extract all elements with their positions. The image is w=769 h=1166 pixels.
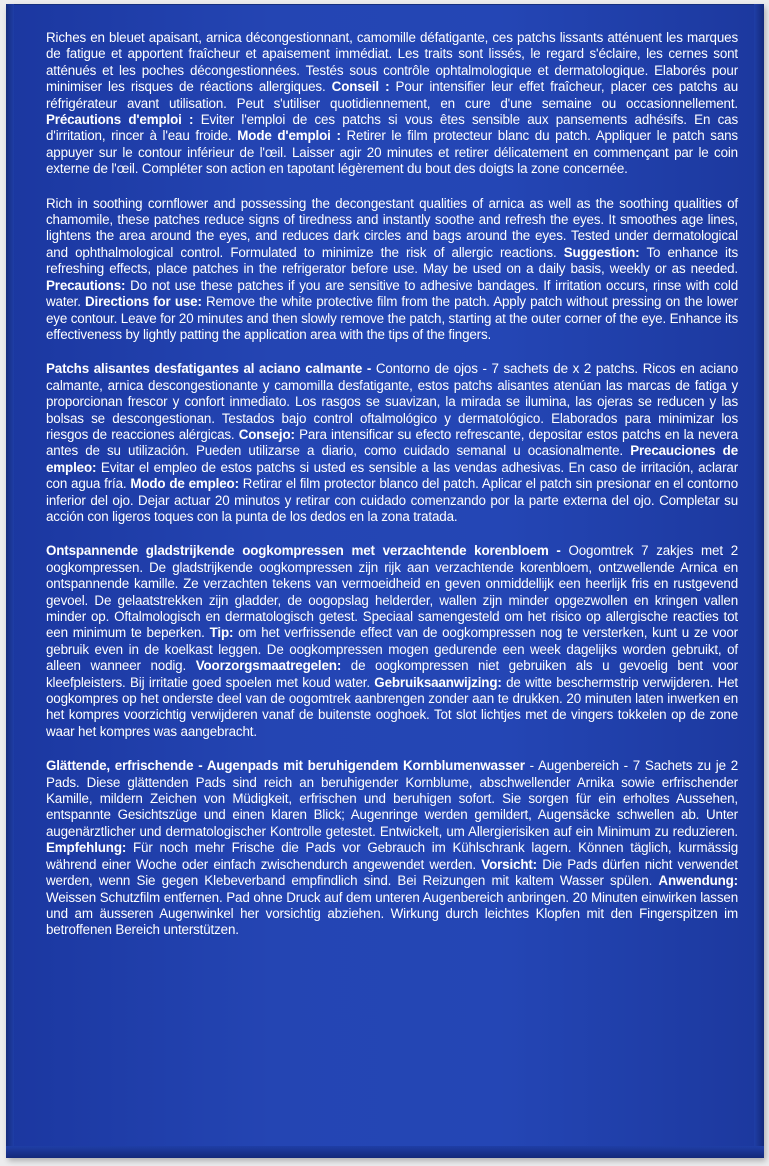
es-text-2: Para intensificar su efecto refrescante, depositar estos patchs en la nevera antes de su utilización. Pueden utilizarse a diario, como cuidado semanal u ocasionalmente. [46, 426, 739, 459]
paragraph-spanish [46, 361, 738, 525]
en-text-1: Rich in soothing cornflower and possessing the decongestant qualities of arnica as well as the soothing qualities of chamomile, these patches reduce signs of tiredness and instantly soothe and refresh the eyes. It smoothes age lines, lightens the area around the eyes, and reduces dark circles and bags around the eyes. Tested under dermatological and ophthalmological control. Formulated to minimize the risk of allergic reactions. [46, 195, 738, 260]
de-heading-empfehlung: Empfehlung: [46, 840, 127, 856]
paragraph-french [46, 30, 738, 178]
de-heading-anwendung: Anwendung: [658, 873, 738, 889]
product-box-back [6, 4, 764, 1158]
de-text-4: Weissen Schutzfilm entfernen. Pad ohne Druck auf dem unteren Augenbereich anbringen. 20 Minuten einwirken lassen und am äusseren Augenwinkel her vorsichtig abziehen. Wirkung durch leichtes Klopfen mit den Fingerspitzen im betroffenen Bereich unterstützen. [46, 889, 738, 938]
en-heading-precautions: Precautions: [46, 277, 126, 293]
nl-heading-gebruik: Gebruiksaanwijzing: [374, 674, 502, 690]
nl-heading-tip: Tip: [209, 625, 234, 641]
paragraph-english [46, 196, 738, 344]
de-text-1: - Augenbereich - 7 Sachets zu je 2 Pads. Diese glättenden Pads sind reich an beruhigender Kornblume, abschwellender Arnika sowie erfrischender Kamille, mildern Zeichen von Müdigkeit, erfrischen und beruhigen sofort. Sie sorgen für ein erholtes Aussehen, entspannte Gesichtszüge und einen klaren Blick; Augenringe werden gemildert, Augensäcke schwellen ab. Unter augenärztlicher und dermatologischer Kontrolle getestet. Entwickelt, um Allergierisiken auf ein Minimum zu reduzieren. [46, 758, 738, 839]
box-right-edge [754, 4, 764, 1158]
paragraph-dutch [46, 543, 738, 740]
fr-heading-precautions: Précautions d'emploi : [46, 112, 194, 128]
box-bottom-edge [6, 1146, 764, 1158]
box-left-edge [6, 4, 14, 1158]
nl-text-1: Oogomtrek 7 zakjes met 2 oogkompressen. De gladstrijkende oogkompressen zijn rijk aan verzachtende korenbloem, ontzwellende Arnica en ontspannende kamille. Ze verzachten tekens van vermoeidheid en geven onmiddellijk een heerlijk fris en rustgevend gevoel. De gelaatstrekken zijn gladder, de oogopslag helderder, wallen zijn minder opgezwollen en kringen vallen minder op. Oftalmologisch en dermatologisch getest. Speciaal samengesteld om het risico op allergische reacties tot een minimum te beperken. [46, 543, 738, 641]
nl-text-4: de witte beschermstrip verwijderen. Het oogkompres op het onderste deel van de oogomtrek aanbrengen zonder aan te drukken. 20 minuten laten inwerken en het kompres voorzichtig verwijderen vanaf de buitenste ooghoek. Tot slot lichtjes met de vingers tokkelen op de zone waar het kompres was aangebracht. [46, 674, 738, 739]
de-heading-vorsicht: Vorsicht: [481, 856, 537, 872]
es-text-1: Contorno de ojos - 7 sachets de x 2 patchs. Ricos en aciano calmante, arnica descongestionante y camomilla desfatigante, estos patchs alisantes atenúan las marcas de fatiga y proporcionan frescor y confort inmediato. Los rasgos se suavizan, la mirada se ilumina, las ojeras se reducen y las bolsas se descongestionan. Testados bajo control oftalmológico y dermatológico. Elaborados para minimizar los riesgos de reacciones alérgicas. [46, 361, 739, 442]
fr-text-3: Eviter l'emploi de ces patchs si vous êtes sensible aux pansements adhésifs. En cas d'irritation, rincer à l'eau froide. [46, 112, 738, 144]
es-heading-consejo: Consejo: [238, 426, 295, 442]
nl-heading-title: Ontspannende gladstrijkende oogkompressen met verzachtende korenbloem - [46, 543, 561, 559]
de-text-2: Für noch mehr Frische die Pads vor Gebrauch im Kühlschrank lagern. Können täglich, kurmässig während einer Woche oder einfach zwischendurch angewendet werden. [46, 840, 738, 872]
nl-text-2: om het verfrissende effect van de oogkompressen nog te versterken, kunt u ze voor gebruik even in de koelkast leggen. De oogkompressen mogen gedurende een week dagelijks worden gebruikt, of alleen wanneer nodig. [46, 625, 738, 674]
de-text-3: Die Pads dürfen nicht verwendet werden, wenn Sie gegen Klebeverband empfindlich sind. Bei Reizungen mit kaltem Wasser spülen. [46, 856, 738, 889]
fr-text-4: Retirer le film protecteur blanc du patch. Appliquer le patch sans appuyer sur le contour inférieur de l'œil. Laisser agir 20 minutes et retirer délicatement en commençant par le coin externe de l'œil. Compléter son action en tapotant légèrement du bout des doigts la zone concernée. [46, 128, 738, 177]
fr-heading-conseil: Conseil : [331, 79, 390, 95]
nl-heading-voorzorg: Voorzorgsmaatregelen: [195, 658, 342, 674]
es-heading-modo: Modo de empleo: [130, 476, 239, 492]
paragraph-german [46, 758, 738, 938]
es-text-4: Retirar el film protector blanco del patch. Aplicar el patch sin presionar en el contorno inferior del ojo. Dejar actuar 20 minutos y retirar con cuidado comenzando por la parte externa del ojo. Completar su acción con ligeros toques con la punta de los dedos en la zona tratada. [46, 476, 739, 524]
fr-heading-mode: Mode d'emploi : [237, 128, 341, 144]
es-heading-precauciones: Precauciones de empleo: [46, 443, 738, 475]
en-heading-directions: Directions for use: [85, 294, 202, 310]
es-heading-title: Patchs alisantes desfatigantes al aciano calmante - [46, 361, 372, 377]
en-text-4: Remove the white protective film from the patch. Apply patch without pressing on the lower eye contour. Leave for 20 minutes and then slowly remove the patch, starting at the outer corner of the eye. Enhance its effectiveness by lightly patting the application area with the tips of the fingers. [46, 294, 738, 342]
packaging-text [46, 30, 738, 957]
en-heading-suggestion: Suggestion: [563, 244, 640, 260]
en-text-3: Do not use these patches if you are sensitive to adhesive bandages. If irritation occurs, rinse with cold water. [46, 277, 738, 310]
nl-text-3: de oogkompressen niet gebruiken als u gevoelig bent voor kleefpleisters. Bij irritatie goed spoelen met koud water. [46, 658, 738, 690]
en-text-2: To enhance its refreshing effects, place patches in the refrigerator before use. May be used on a daily basis, weekly or as needed. [46, 244, 738, 277]
es-text-3: Evitar el empleo de estos patchs si usted es sensible a las vendas adhesivas. En caso de irritación, aclarar con agua fría. [46, 459, 738, 492]
fr-text-2: Pour intensifier leur effet fraîcheur, placer ces patchs au réfrigérateur avant utilisation. Peut s'utiliser quotidiennement, en cure d'une semaine ou occasionnellement. [46, 79, 739, 111]
de-heading-title: Glättende, erfrischende - Augenpads mit beruhigendem Kornblumenwasser [46, 758, 525, 774]
fr-text-1: Riches en bleuet apaisant, arnica décongestionnant, camomille défatigante, ces patchs lissants atténuent les marques de fatigue et apportent fraîcheur et apaisement immédiat. Les traits sont lissés, le regard s'éclaire, les cernes sont atténués et les poches décongestionnées. Testés sous contrôle ophtalmologique et dermatologique. Elaborés pour minimiser les risques de réactions allergiques. [46, 30, 738, 95]
